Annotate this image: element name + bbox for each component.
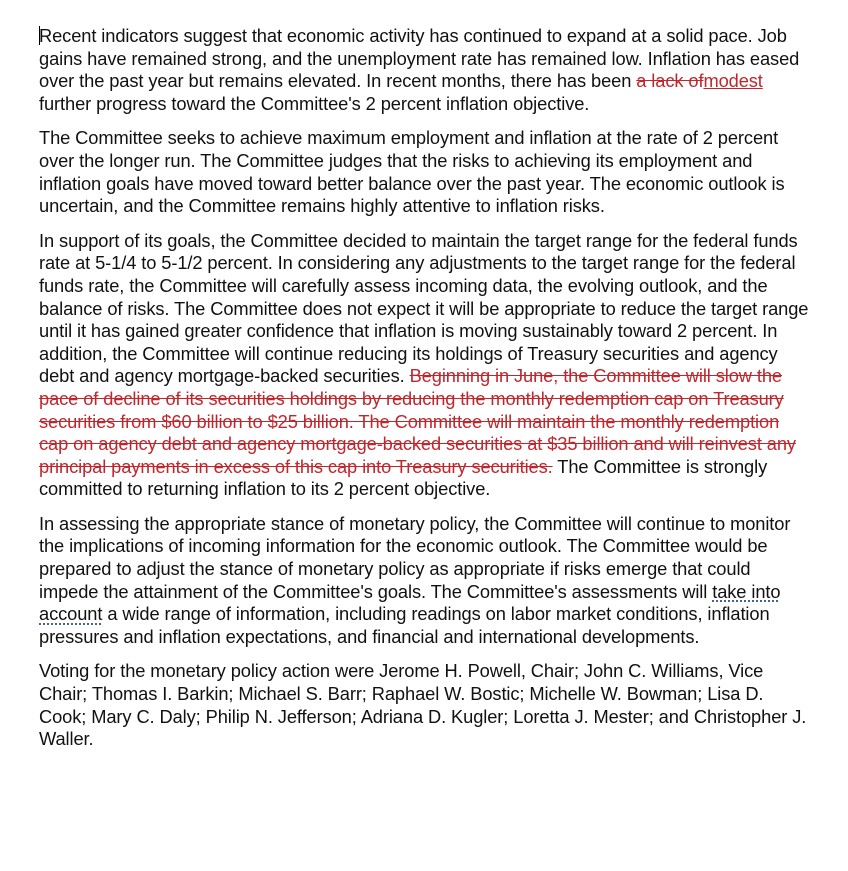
tracked-insertion[interactable]: modest — [703, 70, 763, 92]
paragraph-economic-activity — [39, 25, 809, 115]
paragraph-policy-stance — [39, 513, 809, 649]
tracked-deletion[interactable]: a lack of — [636, 70, 704, 92]
paragraph-text: The Committee is strongly committed to returning inflation to its 2 percent objective. — [39, 455, 768, 500]
paragraph-text: Recent indicators suggest that economic activity has continued to expand at a solid pace. Job gains have remained strong, and the unemployment rate has remained low. Inflation has eased over the past year but remains elevated. In recent months, there has been — [39, 25, 800, 92]
paragraph-text: In assessing the appropriate stance of monetary policy, the Committee will continue to monitor the implications of incoming information for the economic outlook. The Committee would be prepared to adjust the stance of monetary policy as appropriate if risks emerge that could impede the attainment of the Committee's goals. The Committee's assessments will — [39, 512, 791, 602]
paragraph-text: In support of its goals, the Committee decided to maintain the target range for the federal funds rate at 5-1/4 to 5-1/2 percent. In considering any adjustments to the target range for the federal funds rate, the Committee will carefully assess incoming data, the evolving outlook, and the balance of risks. The Committee does not expect it will be appropriate to reduce the target range until it has gained greater confidence that inflation is moving sustainably toward 2 percent. In addition, the Committee will continue reducing its holdings of Treasury securities and agency debt and agency mortgage-backed securities. — [39, 229, 809, 387]
document-body[interactable] — [39, 25, 809, 763]
paragraph-text: a wide range of information, including readings on labor market conditions, inflation pressures and inflation expectations, and financial and international developments. — [39, 603, 770, 647]
grammar-flag[interactable]: take into account — [39, 580, 781, 625]
paragraph-goals: The Committee seeks to achieve maximum employment and inflation at the rate of 2 percent over the longer run. The Committee judges that the risks to achieving its employment and inflation goals have moved toward better balance over the past year. The economic outlook is uncertain, and the Committee remains highly attentive to inflation risks. — [39, 127, 785, 217]
paragraph-text: further progress toward the Committee's 2 percent inflation objective. — [39, 92, 590, 114]
paragraph-policy-decision — [39, 230, 809, 501]
paragraph-voting: Voting for the monetary policy action were Jerome H. Powell, Chair; John C. Williams, Vice Chair; Thomas I. Barkin; Michael S. Barr; Raphael W. Bostic; Michelle W. Bowman; Lisa D. Cook; Mary C. Daly; Philip N. Jefferson; Adriana D. Kugler; Loretta J. Mester; and Christopher J. Waller. — [39, 660, 807, 750]
tracked-deletion[interactable]: Beginning in June, the Committee will slow the pace of decline of its securities holdings by reducing the monthly redemption cap on Treasury securities from $60 billion to $25 billion. The Committee will maintain the monthly redemption cap on agency debt and agency mortgage-backed securities at $35 billion and will reinvest any principal payments in excess of this cap into Treasury securities. — [39, 365, 796, 477]
